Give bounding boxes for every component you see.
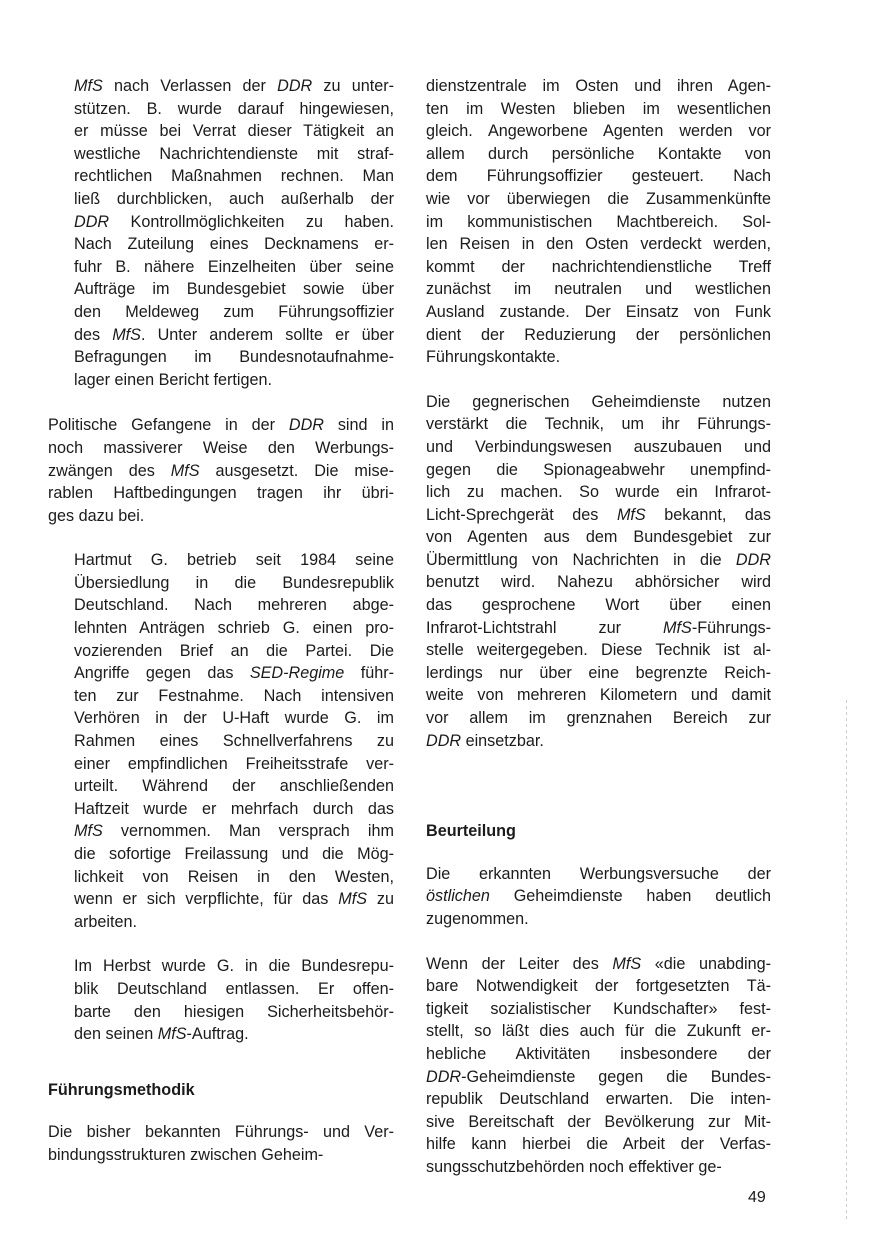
text-line: barte den hiesigen Sicherheitsbehör- [74, 1002, 394, 1021]
text-line: MfS vernommen. Man versprach ihm [74, 822, 394, 841]
text-line: ließ durchblicken, auch außerhalb der [74, 189, 394, 208]
text-line: hilfe kann hierbei die Arbeit der Verfas- [426, 1135, 771, 1154]
text-line: ten im Westen blieben im wesentlichen [426, 99, 771, 118]
text-line: zwängen des MfS ausgesetzt. Die mise- [48, 461, 394, 480]
section-heading: Beurteilung [426, 822, 516, 841]
case-report-paragraph [48, 549, 394, 933]
text-line: Übersiedlung in die Bundesrepublik [74, 573, 394, 592]
text-line: vozierenden Brief an die Partei. Die [74, 641, 394, 660]
text-line: er müsse bei Verrat dieser Tätigkeit an [74, 122, 394, 141]
page-number: 49 [748, 1189, 766, 1206]
text-line: wie vor überwiegen die Zusammenkünfte [426, 189, 771, 208]
text-line: Befragungen im Bundesnotaufnahme- [74, 348, 394, 367]
text-line: len Reisen in den Osten verdeckt werden, [426, 235, 771, 254]
text-line: den seinen MfS-Auftrag. [74, 1025, 249, 1044]
text-line: wenn er sich verpflichte, für das MfS zu [74, 890, 394, 909]
text-line: hebliche Aktivitäten insbesondere der [426, 1044, 771, 1063]
case-report-paragraph [48, 955, 394, 1045]
text-line: des MfS. Unter anderem sollte er über [74, 325, 394, 344]
right-column [426, 75, 771, 1179]
text-line: DDR einsetzbar. [426, 731, 544, 750]
text-line: lager einen Bericht fertigen. [74, 370, 272, 389]
text-line: urteilt. Während der anschließenden [74, 777, 394, 796]
text-line: noch massiverer Weise den Werbungs- [48, 438, 394, 457]
text-line: Politische Gefangene in der DDR sind in [48, 416, 394, 435]
body-paragraph [48, 1121, 394, 1166]
text-line: westliche Nachrichtendienste mit straf- [74, 144, 394, 163]
text-line: Im Herbst wurde G. in die Bundesrepu- [74, 957, 394, 976]
text-line: Angriffe gegen das SED-Regime führ- [74, 664, 394, 683]
text-line: benutzt wird. Nahezu abhörsicher wird [426, 573, 771, 592]
text-line: einer empfindlichen Freiheitsstrafe ver- [74, 754, 394, 773]
body-paragraph [48, 414, 394, 527]
text-line: DDR Kontrollmöglichkeiten zu haben. [74, 212, 394, 231]
left-column [48, 75, 394, 1167]
text-line: fuhr B. nähere Einzelheiten über seine [74, 257, 394, 276]
text-line: Deutschland. Nach mehreren abge- [74, 596, 394, 615]
text-line: dienstzentrale im Osten und ihren Agen- [426, 77, 771, 95]
text-line: lerdings nur über eine begrenzte Reich- [426, 663, 771, 682]
text-line: MfS nach Verlassen der DDR zu unter- [74, 77, 394, 95]
text-line: Wenn der Leiter des MfS «die unabding- [426, 954, 771, 973]
text-line: Haftzeit wurde er mehrfach durch das [74, 799, 394, 818]
text-line: gegen die Spionageabwehr unempfind- [426, 460, 771, 479]
text-line: Infrarot-Lichtstrahl zur MfS-Führungs- [426, 618, 771, 637]
text-line: Rahmen eines Schnellverfahrens zu [74, 732, 394, 751]
text-line: dem Führungsoffizier gesteuert. Nach [426, 167, 771, 186]
text-line: Die gegnerischen Geheimdienste nutzen [426, 392, 771, 411]
text-line: gleich. Angeworbene Agenten werden vor [426, 122, 771, 141]
text-line: Licht-Sprechgerät des MfS bekannt, das [426, 505, 771, 524]
text-line: das gesprochene Wort über einen [426, 596, 771, 615]
text-line: und Verbindungswesen auszubauen und [426, 437, 771, 456]
text-line: östlichen Geheimdienste haben deutlich [426, 887, 771, 906]
text-line: Führungskontakte. [426, 348, 561, 367]
text-line: Ausland zustande. Der Einsatz von Funk [426, 302, 771, 321]
text-line: stützen. B. wurde darauf hingewiesen, [74, 99, 394, 118]
text-line: stellt, so läßt dies auch für die Zukunft er- [426, 1022, 771, 1041]
section-heading: Führungsmethodik [48, 1080, 195, 1099]
body-paragraph [426, 391, 771, 753]
text-line: weite von mehreren Kilometern und damit [426, 686, 771, 705]
text-line: bindungsstrukturen zwischen Geheim- [48, 1145, 324, 1164]
text-line: lichkeit von Reisen in den Westen, [74, 867, 394, 886]
text-line: sungsschutzbehörden noch effektiver ge- [426, 1157, 722, 1176]
text-line: blik Deutschland entlassen. Er offen- [74, 979, 394, 998]
text-line: rechtlichen Maßnahmen rechnen. Man [74, 167, 394, 186]
text-line: lich zu machen. So wurde ein Infrarot- [426, 483, 771, 502]
case-report-paragraph [48, 75, 394, 391]
text-line: vor allem im grenznahen Bereich zur [426, 709, 771, 728]
text-line: Verhören in der U-Haft wurde G. im [74, 709, 394, 728]
text-line: Die erkannten Werbungsversuche der [426, 864, 771, 883]
scan-edge-marks [846, 700, 847, 1220]
text-line: stelle weitergegeben. Diese Technik ist al- [426, 641, 771, 660]
text-line: zunächst im neutralen und westlichen [426, 280, 771, 299]
text-line: verstärkt die Technik, um ihr Führungs- [426, 415, 771, 434]
text-line: den Meldeweg zum Führungsoffizier [74, 302, 394, 321]
text-line: Nach Zuteilung eines Decknamens er- [74, 235, 394, 254]
text-line: Die bisher bekannten Führungs- und Ver- [48, 1123, 394, 1142]
text-line: kommt der nachrichtendienstliche Treff [426, 257, 771, 276]
text-line: dient der Reduzierung der persönlichen [426, 325, 771, 344]
text-line: ten zur Festnahme. Nach intensiven [74, 686, 394, 705]
text-line: von Agenten aus dem Bundesgebiet zur [426, 528, 771, 547]
text-line: im kommunistischen Machtbereich. Sol- [426, 212, 771, 231]
text-line: Aufträge im Bundesgebiet sowie über [74, 280, 394, 299]
text-line: bare Notwendigkeit der fortgesetzten Tä- [426, 977, 771, 996]
body-paragraph [426, 75, 771, 369]
text-line: DDR-Geheimdienste gegen die Bundes- [426, 1067, 771, 1086]
text-line: tigkeit sozialistischer Kundschafter» fest- [426, 999, 771, 1018]
text-line: Hartmut G. betrieb seit 1984 seine [74, 551, 394, 570]
text-line: allem durch persönliche Kontakte von [426, 144, 771, 163]
text-line: arbeiten. [74, 912, 137, 931]
text-line: Übermittlung von Nachrichten in die DDR [426, 550, 771, 569]
body-paragraph [426, 953, 771, 1179]
text-line: lehnten Anträgen schrieb G. einen pro- [74, 619, 394, 638]
text-line: zugenommen. [426, 910, 529, 928]
text-line: rablen Haftbedingungen tragen ihr übri- [48, 484, 394, 503]
text-line: ges dazu bei. [48, 506, 145, 525]
text-line: die sofortige Freilassung und die Mög- [74, 845, 394, 863]
text-line: sive Bereitschaft der Bevölkerung zur Mit- [426, 1112, 771, 1131]
body-paragraph [426, 863, 771, 931]
text-line: republik Deutschland erwarten. Die inten- [426, 1090, 771, 1109]
